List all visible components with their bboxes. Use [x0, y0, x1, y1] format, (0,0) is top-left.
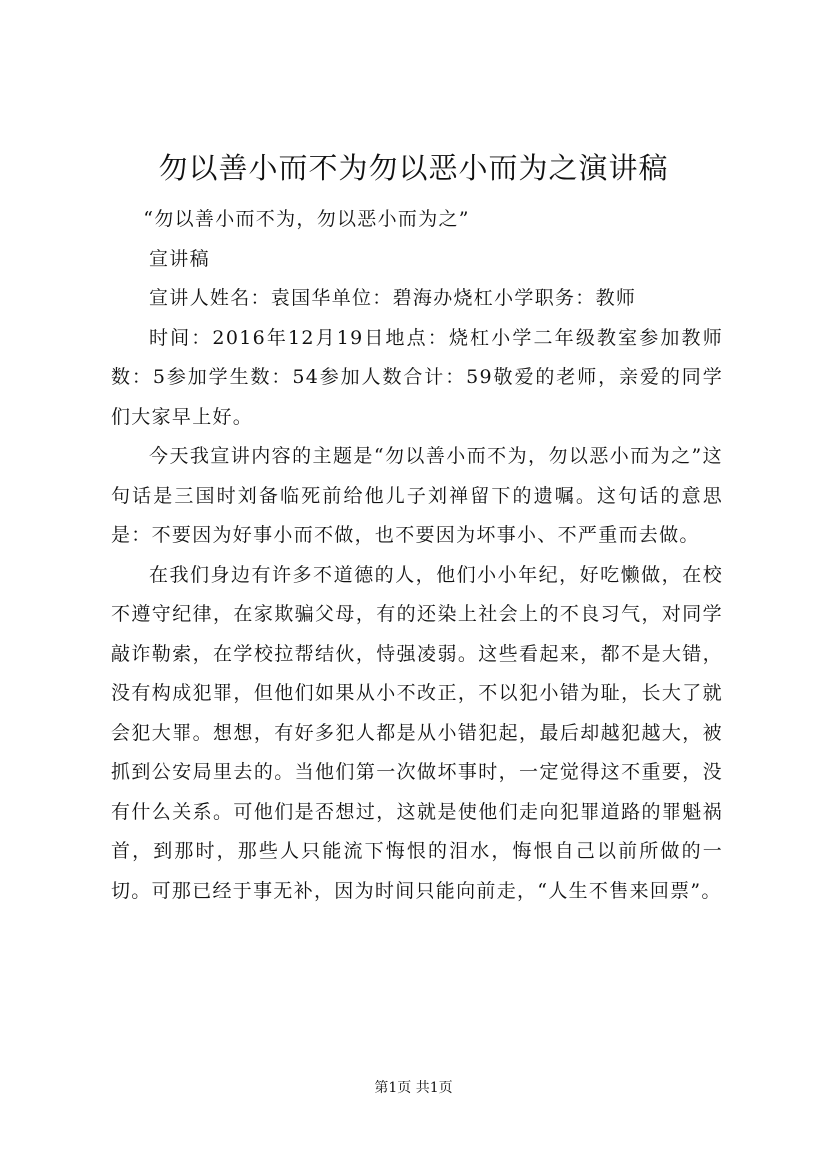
- document-body: [111, 200, 723, 911]
- document-title: 勿以善小而不为勿以恶小而为之演讲稿: [158, 151, 669, 185]
- time-location-paragraph: 时间：2016年12月19日地点：烧杠小学二年级教室参加教师数：5参加学生数：54参加人数合计：59敬爱的老师，亲爱的同学们大家早上好。: [111, 326, 723, 428]
- quote-line: “勿以善小而不为，勿以恶小而为之”: [143, 208, 470, 230]
- body-paragraph: 在我们身边有许多不道德的人，他们小小年纪，好吃懒做，在校不遵守纪律，在家欺骗父母，有的还染上社会上的不良习气，对同学敲诈勒索，在学校拉帮结伙，恃强凌弱。这些看起来，都不是大错，没有构成犯罪，但他们如果从小不改正，不以犯小错为耻，长大了就会犯大罪。想想，有好多犯人都是从小错犯起，最后却越犯越大，被抓到公安局里去的。当他们第一次做坏事时，一定觉得这不重要，没有什么关系。可他们是否想过，这就是使他们走向犯罪道路的罪魁祸首，到那时，那些人只能流下悔恨的泪水，悔恨自己以前所做的一切。可那已经于事无补，因为时间只能向前走，“人生不售来回票”。: [111, 563, 723, 902]
- theme-paragraph: 今天我宣讲内容的主题是“勿以善小而不为，勿以恶小而为之”这句话是三国时刘备临死前给他儿子刘禅留下的遗嘱。这句话的意思是：不要因为好事小而不做，也不要因为坏事小、不严重而去做。: [111, 445, 723, 546]
- subtitle-line: 宣讲稿: [149, 247, 210, 270]
- speaker-info: 宣讲人姓名：袁国华单位：碧海办烧杠小学职务：教师: [149, 287, 637, 309]
- page-footer: 第1页 共1页: [374, 1080, 453, 1096]
